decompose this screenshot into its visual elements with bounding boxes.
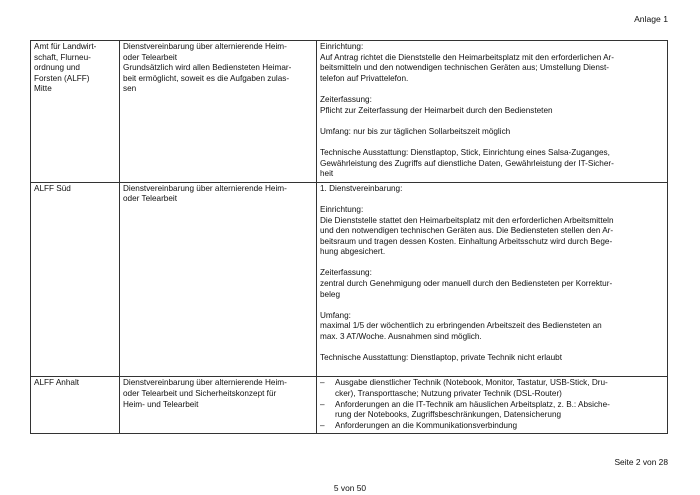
detail-line: und den notwendigen technischen Geräten aus. Die Bediensteten stellen den Ar- <box>320 226 614 236</box>
table-row <box>31 41 668 183</box>
detail-line: maximal 1/5 der wöchentlich zu erbringenden Arbeitszeit des Bediensteten an <box>320 321 602 331</box>
detail-heading: Einrichtung: <box>320 204 364 214</box>
org-line: Forsten (ALFF) <box>34 73 90 83</box>
detail-heading: Einrichtung: <box>320 42 364 51</box>
org-line: ALFF Anhalt <box>34 378 80 388</box>
sheet-number: 5 von 50 <box>333 483 367 493</box>
detail-heading: Zeiterfassung: <box>320 268 372 278</box>
org-line: ordnung und <box>34 63 80 73</box>
agreement-line: oder Telearbeit <box>123 194 178 204</box>
bullet-line: rung der Notebooks, Zugriffsbeschränkungen, Datensicherung <box>335 410 562 420</box>
agreement-cell <box>120 182 317 377</box>
org-line: Mitte <box>34 84 52 94</box>
detail-line: heit <box>320 169 334 179</box>
details-cell <box>317 182 668 377</box>
detail-line: Technische Ausstattung: Dienstlaptop, private Technik nicht erlaubt <box>320 353 562 363</box>
org-cell <box>31 41 120 183</box>
agreement-line: Dienstvereinbarung über alternierende Heim- <box>123 183 287 193</box>
org-line: Amt für Landwirt- <box>34 42 97 51</box>
detail-heading: Umfang: <box>320 310 351 320</box>
org-line: ALFF Süd <box>34 183 71 193</box>
agreement-line: oder Telearbeit <box>123 52 178 62</box>
list-item <box>320 421 664 432</box>
detail-line: beitsraum und tragen dessen Kosten. Einhaltung Arbeitsschutz wird durch Bege- <box>320 236 613 246</box>
agreement-line: Heim- und Telearbeit <box>123 399 199 409</box>
bullet-line: cker), Transporttasche; Nutzung privater Technik (DSL-Router) <box>335 389 562 398</box>
page-number: Seite 2 von 28 <box>614 457 668 467</box>
detail-line: Auf Antrag richtet die Dienststelle den Heimarbeitsplatz mit den erforderlichen Ar- <box>320 52 614 62</box>
details-cell <box>317 377 668 434</box>
agreement-cell <box>120 41 317 183</box>
annex-label: Anlage 1 <box>634 14 668 24</box>
bullet-line: – Anforderungen an die IT-Technik am häuslichen Arbeitsplatz, z. B.: Absiche- <box>335 399 610 409</box>
agreement-line: sen <box>123 84 137 94</box>
detail-line: telefon auf Privattelefon. <box>320 73 409 83</box>
bullet-list <box>320 378 664 431</box>
detail-line: zentral durch Genehmigung oder manuell durch den Bediensteten per Korrektur- <box>320 279 613 289</box>
detail-line: Die Dienststelle stattet den Heimarbeitsplatz mit den erforderlichen Arbeitsmitteln <box>320 215 614 225</box>
detail-line: Pflicht zur Zeiterfassung der Heimarbeit durch den Bediensteten <box>320 105 553 115</box>
detail-line: beitsmitteln und den notwendigen technischen Geräten aus; Umstellung Dienst- <box>320 63 610 73</box>
bullet-line: – Anforderungen an die Kommunikationsverbindung <box>335 420 518 430</box>
list-item <box>320 378 664 399</box>
details-cell <box>317 41 668 183</box>
detail-line: beleg <box>320 289 341 299</box>
org-line: schaft, Flurneu- <box>34 52 91 62</box>
agreement-line: Dienstvereinbarung über alternierende Heim- <box>123 378 287 388</box>
detail-line: Umfang: nur bis zur täglichen Sollarbeitszeit möglich <box>320 126 511 136</box>
detail-heading: Zeiterfassung: <box>320 94 372 104</box>
detail-line: Gewährleistung des Zugriffs auf dienstliche Daten, Gewährleistung der IT-Sicher- <box>320 158 614 168</box>
agreement-cell <box>120 377 317 434</box>
table-row <box>31 182 668 377</box>
detail-heading: 1. Dienstvereinbarung: <box>320 183 403 193</box>
table-row <box>31 377 668 434</box>
bullet-line: – Ausgabe dienstlicher Technik (Notebook, Monitor, Tastatur, USB-Stick, Dru- <box>335 378 608 388</box>
detail-line: max. 3 AT/Woche. Ausnahmen sind möglich. <box>320 332 482 342</box>
regulations-table <box>30 40 668 434</box>
org-cell <box>31 377 120 434</box>
org-cell <box>31 182 120 377</box>
agreement-line: beit ermöglicht, soweit es die Aufgaben zulas- <box>123 73 290 83</box>
list-item <box>320 400 664 421</box>
agreement-line: Dienstvereinbarung über alternierende Heim- <box>123 42 287 51</box>
agreement-line: Grundsätzlich wird allen Bediensteten Heimar- <box>123 63 292 73</box>
detail-line: hung abgesichert. <box>320 247 386 257</box>
agreement-line: oder Telearbeit und Sicherheitskonzept für <box>123 389 277 398</box>
detail-line: Technische Ausstattung: Dienstlaptop, Stick, Einrichtung eines Salsa-Zuganges, <box>320 147 610 157</box>
